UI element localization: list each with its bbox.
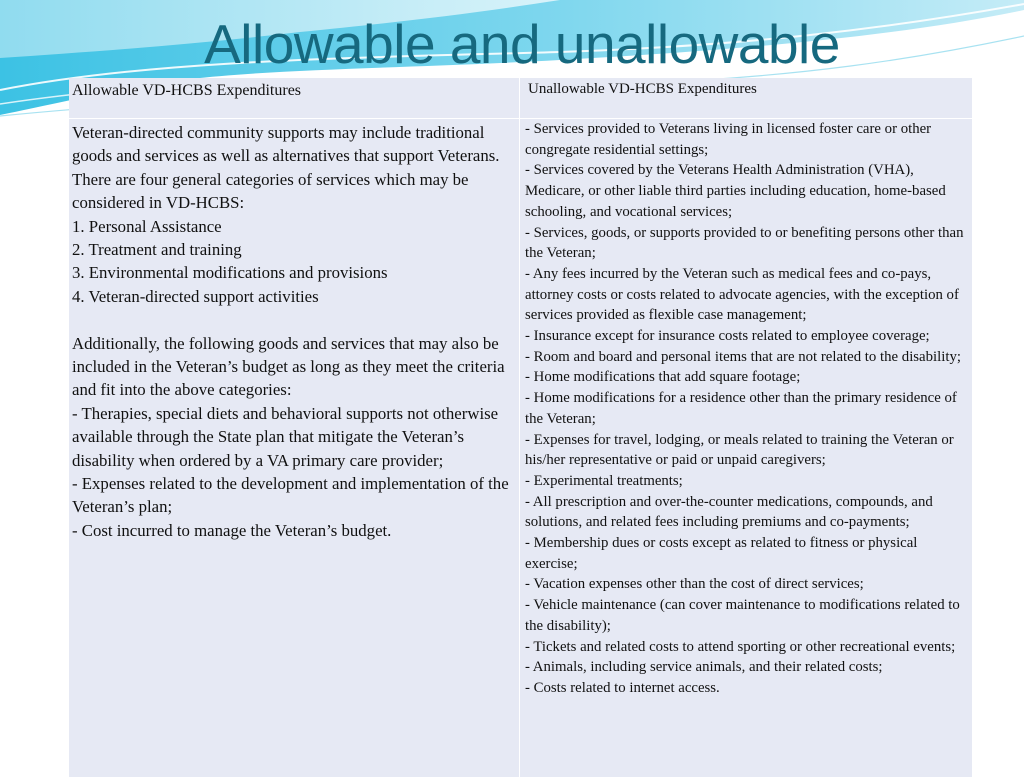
unallowable-item: - Services covered by the Veterans Health Administration (VHA), Medicare, or other liable third parties including education, home-based schooling, and vocational services; — [525, 162, 946, 220]
category-item: 3. Environmental modifications and provisions — [72, 263, 388, 283]
unallowable-item: - Vacation expenses other than the cost of direct services; — [525, 576, 864, 593]
unallowable-cell — [520, 119, 973, 778]
unallowable-item: - Expenses for travel, lodging, or meals related to training the Veteran or his/her representative or paid or unpaid caregivers; — [525, 431, 954, 469]
expenditures-table — [69, 78, 973, 778]
paragraph-spacer — [72, 308, 516, 331]
unallowable-item: - Membership dues or costs except as related to fitness or physical exercise; — [525, 535, 918, 572]
allowable-cell — [69, 119, 520, 778]
unallowable-item: - Services, goods, or supports provided to or benefiting persons other than the Veteran; — [525, 224, 964, 262]
unallowable-item: - Services provided to Veterans living in licensed foster care or other congregate residential settings; — [525, 121, 932, 158]
unallowable-item: - Costs related to internet access. — [525, 679, 720, 696]
category-item: 4. Veteran-directed support activities — [72, 286, 319, 306]
unallowable-item: - Home modifications for a residence other than the primary residence of the Veteran; — [525, 390, 957, 427]
category-item: 1. Personal Assistance — [72, 216, 222, 236]
unallowable-item: - Home modifications that add square footage; — [525, 369, 801, 386]
allowable-intro: Veteran-directed community supports may include traditional goods and services as well as alternatives that support Veterans. There are four general categories of services which may be considered in VD-HCBS: — [72, 123, 500, 213]
additional-item: - Expenses related to the development and implementation of the Veteran’s plan; — [72, 474, 509, 517]
category-item: 2. Treatment and training — [72, 240, 242, 260]
unallowable-item: - Animals, including service animals, and their related costs; — [525, 659, 883, 676]
slide-title: Allowable and unallowable — [204, 13, 840, 75]
unallowable-item: - All prescription and over-the-counter medications, compounds, and solutions, and related fees including premiums and co-payments; — [525, 493, 933, 531]
additional-intro: Additionally, the following goods and services that may also be included in the Veteran’s budget as long as they meet the criteria and fit into the above categories: — [72, 333, 505, 400]
unallowable-item: - Insurance except for insurance costs related to employee coverage; — [525, 328, 930, 345]
additional-item: - Therapies, special diets and behavioral supports not otherwise available through the State plan that mitigate the Veteran’s disability when ordered by a VA primary care provider; — [72, 403, 499, 470]
unallowable-item: - Tickets and related costs to attend sporting or other recreational events; — [525, 638, 956, 655]
unallowable-column-header: Unallowable VD-HCBS Expenditures — [520, 78, 973, 119]
additional-item: - Cost incurred to manage the Veteran’s budget. — [72, 520, 392, 540]
unallowable-item: - Any fees incurred by the Veteran such as medical fees and co-pays, attorney costs or costs related to advocate agencies, with the exception of services provided as flexible case management; — [525, 265, 959, 324]
unallowable-item: - Experimental treatments; — [525, 472, 683, 489]
unallowable-item: - Vehicle maintenance (can cover maintenance to modifications related to the disability); — [525, 597, 960, 634]
allowable-column-header: Allowable VD-HCBS Expenditures — [69, 78, 520, 119]
unallowable-item: - Room and board and personal items that are not related to the disability; — [525, 348, 961, 365]
